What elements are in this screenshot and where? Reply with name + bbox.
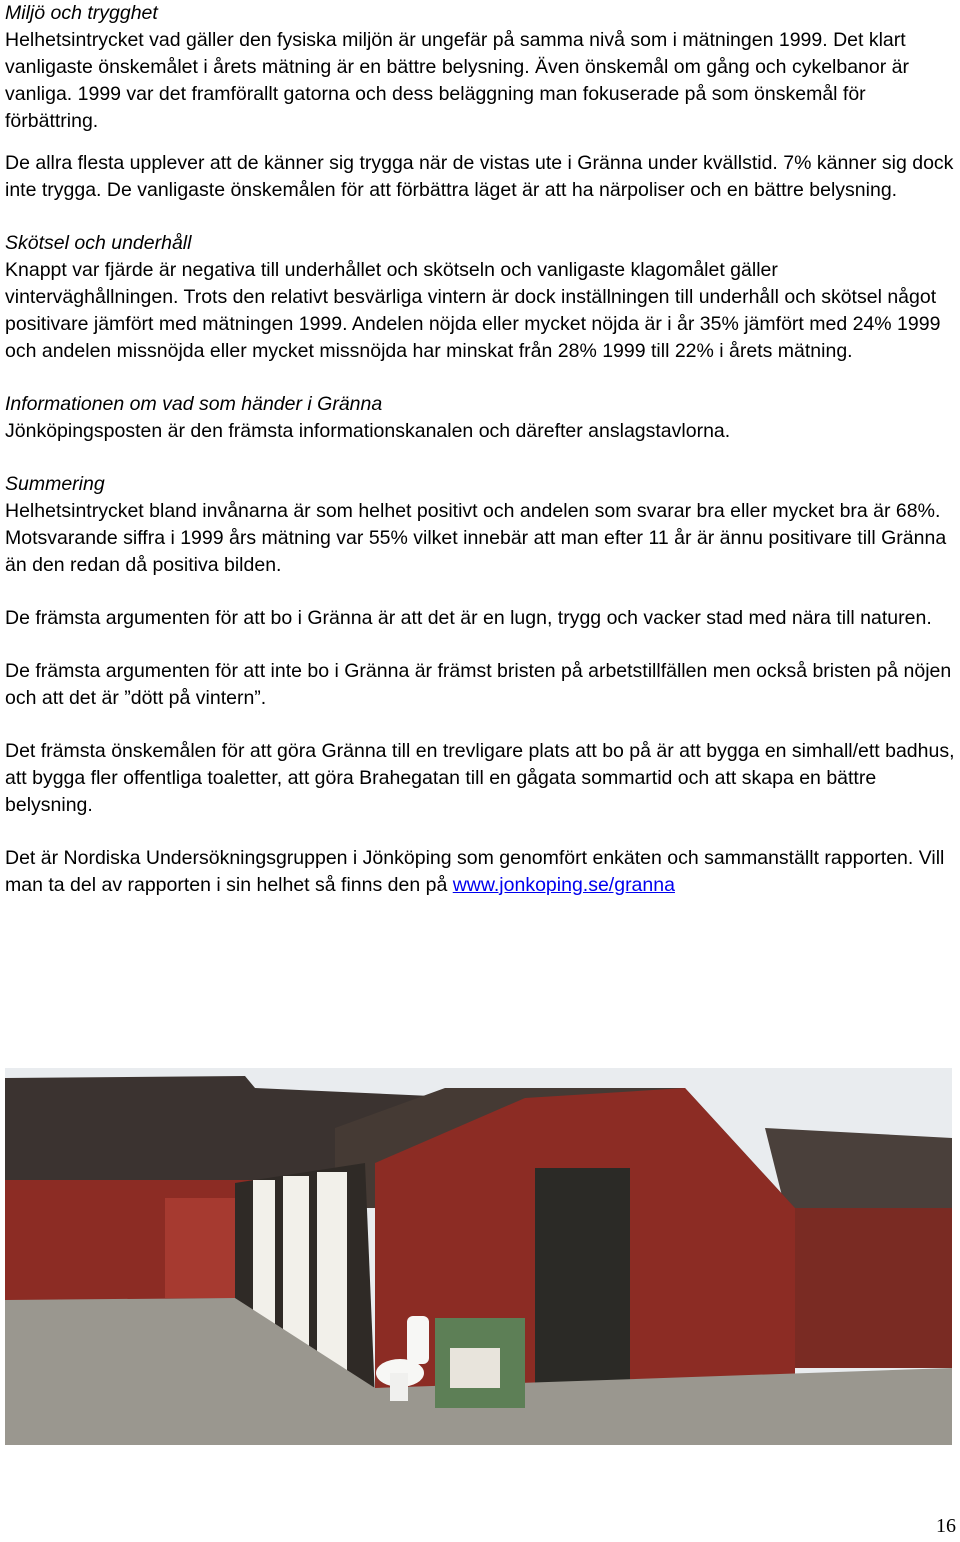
report-link[interactable]: www.jonkoping.se/granna [452,874,675,896]
document-body [5,0,955,925]
heading-miljo: Miljö och trygghet [5,2,158,24]
back-door [165,1198,235,1298]
paragraph-information-1: Jönköpingsposten är den främsta informationskanalen och därefter anslagstavlorna. [5,420,731,442]
right-roof [765,1128,952,1218]
heading-skotsel: Skötsel och underhåll [5,232,192,254]
paragraph-summering-5 [5,845,955,899]
section-miljo [5,0,955,135]
section-skotsel [5,230,955,365]
paragraph-skotsel-1: Knappt var fjärde är negativa till underhållet och skötseln och vanligaste klagomålet gäller vinterväghållningen. Trots den relativt besvärliga vintern är dock inställningen till underhåll och skötsel något positivare jämfört med mätningen 1999. Andelen nöjda eller mycket nöjda är i år 35% jämfört med 24% 1999 och andelen missnöjda eller mycket missnöjda har minskat från 28% 1999 till 22% i årets mätning. [5,259,941,362]
paragraph-summering-1: Helhetsintrycket bland invånarna är som helhet positivt och andelen som svarar bra eller mycket bra är 68%. Motsvarande siffra i 1999 års mätning var 55% vilket innebär att man efter 11 år är ännu positivare till Gränna än den redan då positiva bilden. [5,500,947,576]
photo-red-sheds [5,1068,952,1445]
paragraph-miljo-2: De allra flesta upplever att de känner sig trygga när de vistas ute i Gränna under kvällstid. 7% känner sig dock inte trygga. De vanligaste önskemålen för att förbättra läget är att ha närpoliser och en bättre belysning. [5,152,954,201]
toilet-base [390,1373,408,1401]
toilet-tank [407,1316,429,1364]
bin-label [450,1348,500,1388]
right-wall [795,1208,952,1368]
heading-information: Informationen om vad som händer i Gränna [5,393,383,415]
paragraph-summering-4: Det främsta önskemålen för att göra Gränna till en trevligare plats att bo på är att bygga en simhall/ett badhus, att bygga fler offentliga toaletter, att göra Brahegatan till en gågata sommartid och att skapa en bättre belysning. [5,740,955,816]
paragraph-summering-2: De främsta argumenten för att bo i Gränna är att det är en lugn, trygg och vacker stad med nära till naturen. [5,607,932,629]
paragraph-summering-5-text: Det är Nordiska Undersökningsgruppen i Jönköping som genomfört enkäten och sammanställt rapporten. Vill man ta del av rapporten i sin helhet så finns den på [5,847,945,896]
paragraph-summering-3: De främsta argumenten för att inte bo i Gränna är främst bristen på arbetstillfällen men också bristen på nöjen och att det är ”dött på vintern”. [5,660,952,709]
dark-door [535,1168,630,1388]
page-number: 16 [936,1515,956,1537]
section-summering [5,471,955,579]
heading-summering: Summering [5,473,105,495]
section-information [5,391,955,445]
paragraph-miljo-1: Helhetsintrycket vad gäller den fysiska miljön är ungefär på samma nivå som i mätningen 1999. Det klart vanligaste önskemålet i årets mätning är en bättre belysning. Även önskemål om gång och cykelbanor är vanliga. 1999 var det framförallt gatorna och dess beläggning man fokuserade på som önskemål för förbättring. [5,29,909,132]
